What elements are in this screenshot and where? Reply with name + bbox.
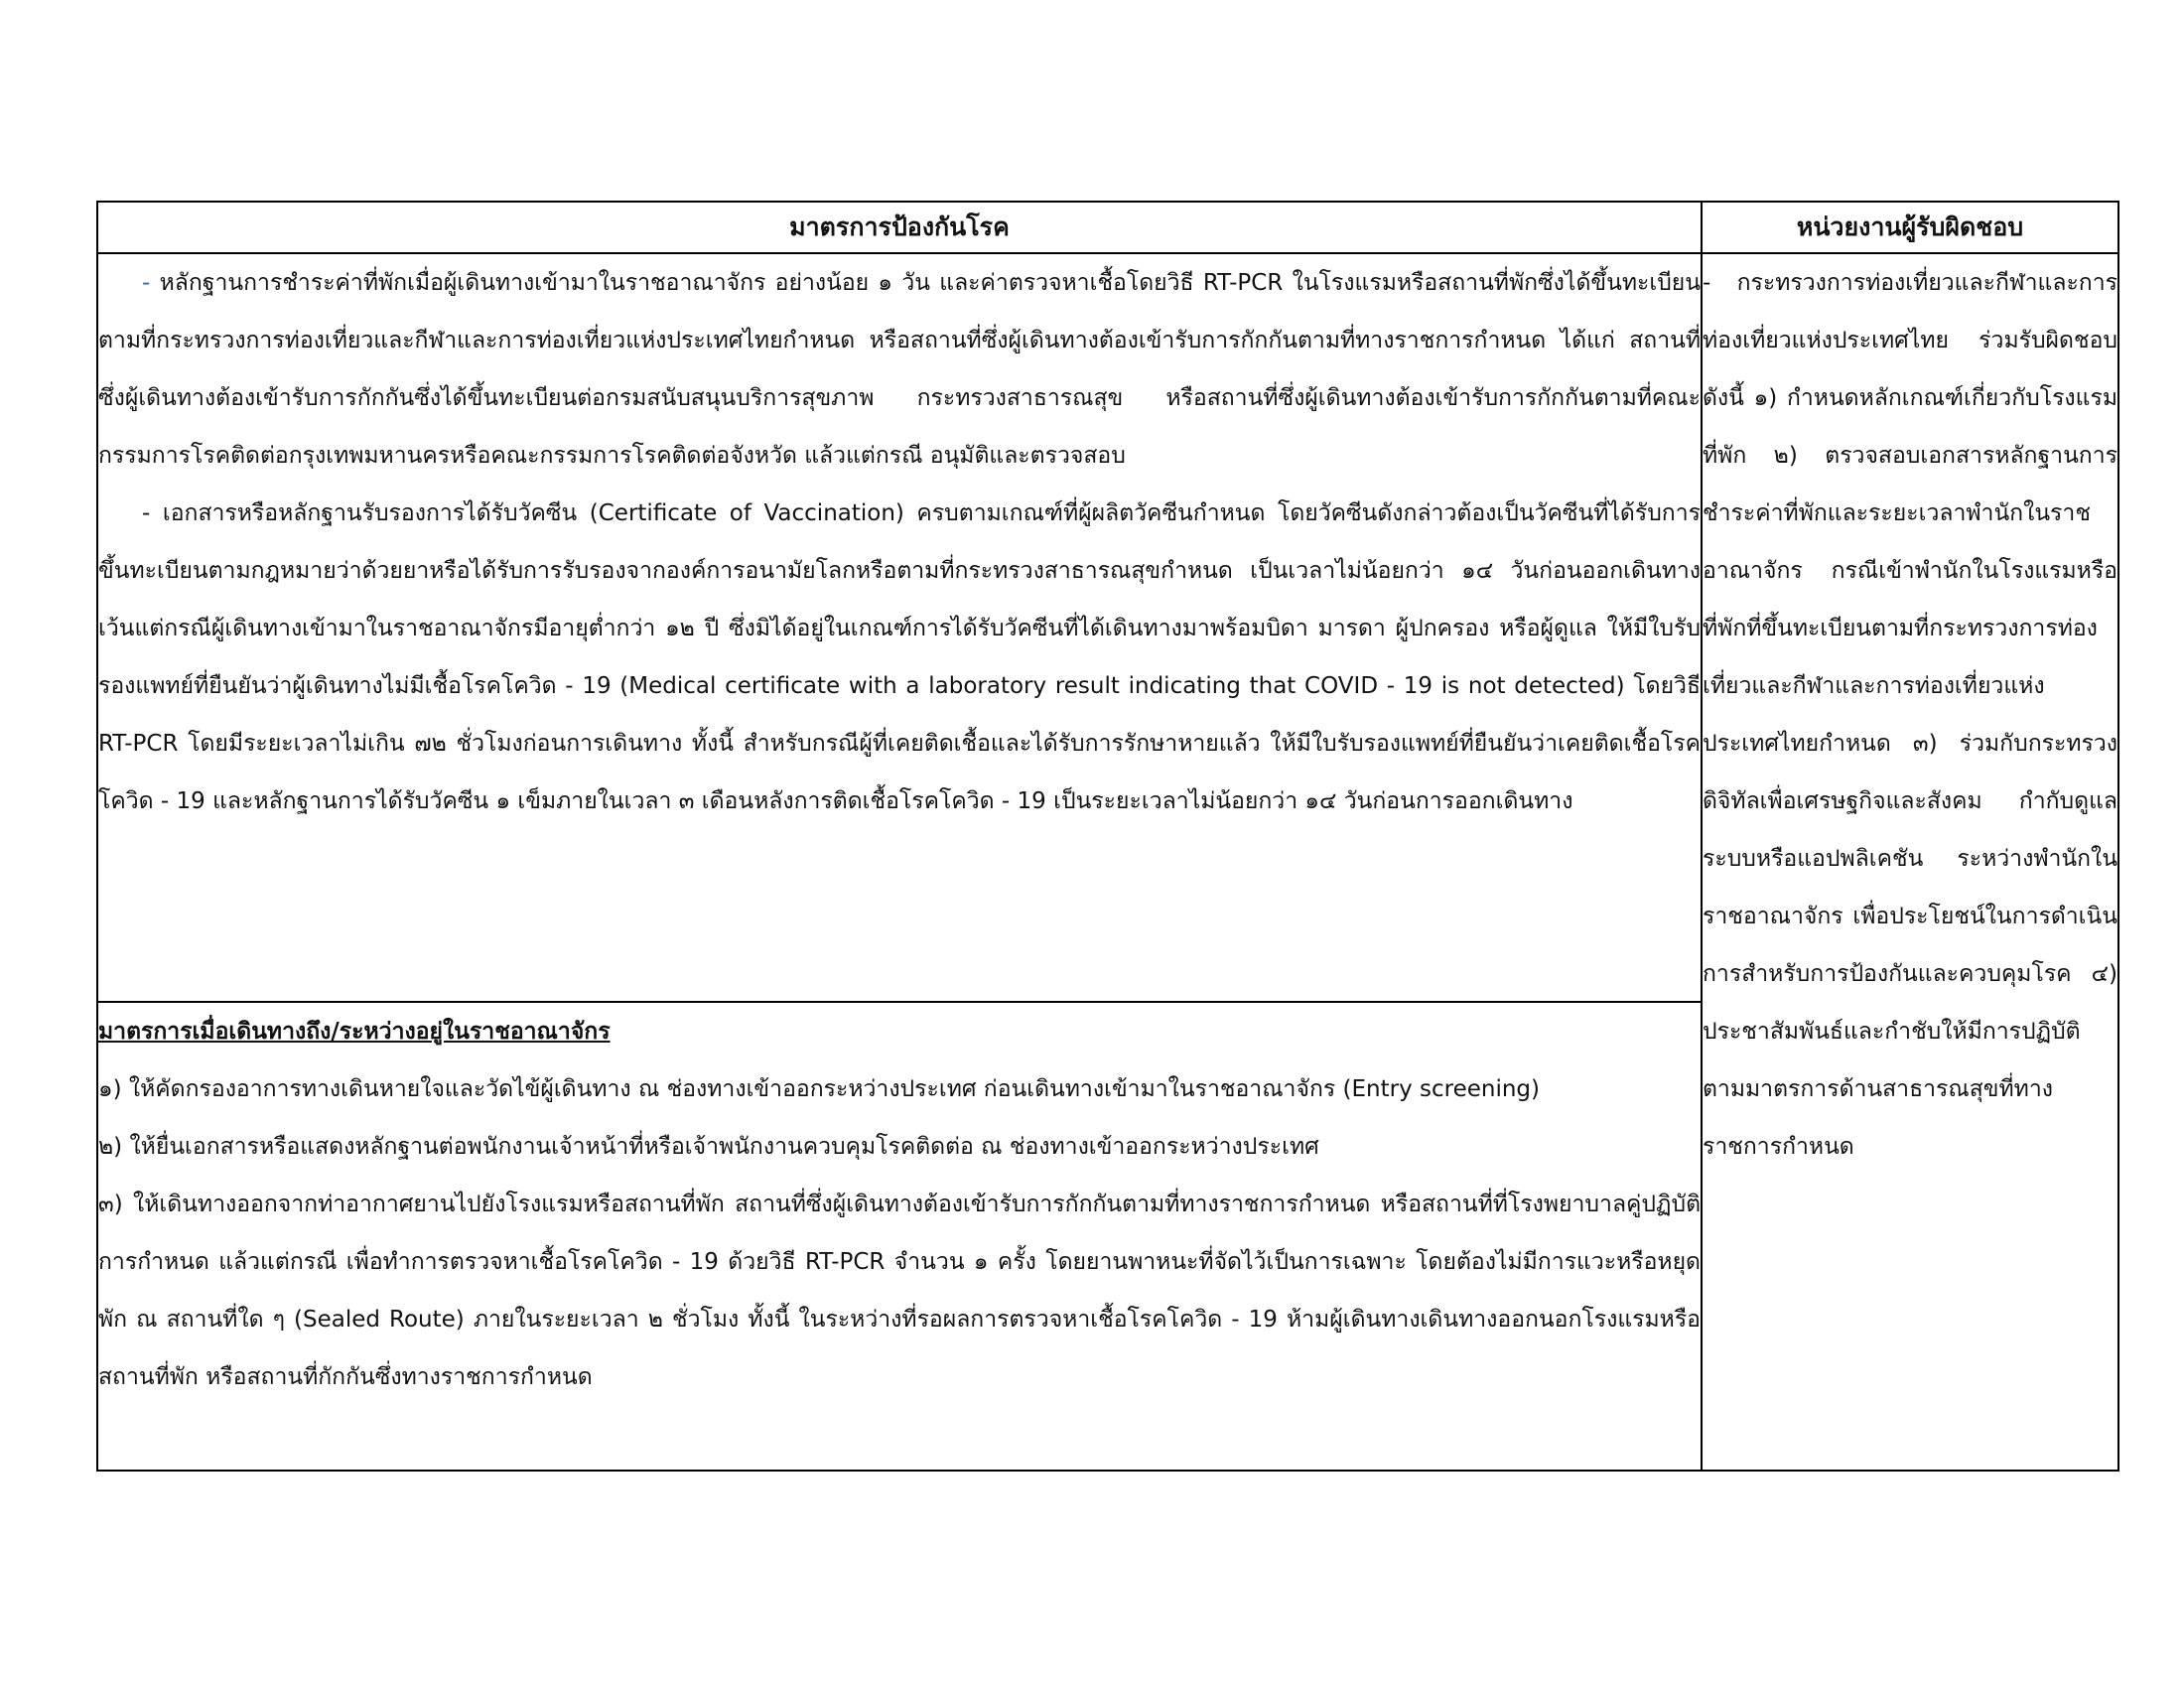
on-arrival-item: ๒) ให้ยื่นเอกสารหรือแสดงหลักฐานต่อพนักงานเจ้าหน้าที่หรือเจ้าพนักงานควบคุมโรคติดต่อ ณ ช่องทางเข้าออกระหว่างประเทศ <box>98 1134 1319 1160</box>
responsible-agency-text: - กระทรวงการท่องเที่ยวและกีฬาและการท่องเที่ยวแห่งประเทศไทย ร่วมรับผิดชอบ ดังนี้ ๑) กำหนดหลักเกณฑ์เกี่ยวกับโรงแรมที่พัก ๒) ตรวจสอบเอกสารหลักฐานการชำระค่าที่พักและระยะเวลาพำนักในราชอาณาจักร กรณีเข้าพำนักในโรงแรมหรือที่พักที่ขึ้นทะเบียนตามที่กระทรวงการท่องเที่ยวและกีฬาและการท่องเที่ยวแห่งประเทศไทยกำหนด ๓) ร่วมกับกระทรวงดิจิทัลเพื่อเศรษฐกิจและสังคม กำกับดูแลระบบหรือแอปพลิเคชัน ระหว่างพำนักในราชอาณาจักร เพื่อประโยชน์ในการดำเนินการสำหรับการป้องกันและควบคุมโรค ๔) ประชาสัมพันธ์และกำชับให้มีการปฏิบัติตามมาตรการด้านสาธารณสุขที่ทางราชการกำหนด <box>1703 270 2117 1160</box>
on-arrival-item: ๓) ให้เดินทางออกจากท่าอากาศยานไปยังโรงแรมหรือสถานที่พัก สถานที่ซึ่งผู้เดินทางต้องเข้ารับการกักกันตามที่ทางราชการกำหนด หรือสถานที่ที่โรงพยาบาลคู่ปฏิบัติการกำหนด แล้วแต่กรณี เพื่อทำการตรวจหาเชื้อโรคโควิด - 19 ด้วยวิธี RT-PCR จำนวน ๑ ครั้ง โดยยานพาหนะที่จัดไว้เป็นการเฉพาะ โดยต้องไม่มีการแวะหรือหยุดพัก ณ สถานที่ใด ๆ (Sealed Route) ภายในระยะเวลา ๒ ชั่วโมง ทั้งนี้ ในระหว่างที่รอผลการตรวจหาเชื้อโรคโควิด - 19 ห้ามผู้เดินทางเดินทางออกนอกโรงแรมหรือสถานที่พัก หรือสถานที่กักกันซึ่งทางราชการกำหนด <box>98 1192 1701 1390</box>
pre-arrival-row <box>97 253 2118 1002</box>
on-arrival-item: ๑) ให้คัดกรองอาการทางเดินหายใจและวัดไข้ผู้เดินทาง ณ ช่องทางเข้าออกระหว่างประเทศ ก่อนเดินทางเข้ามาในราชอาณาจักร (Entry screening) <box>98 1076 1541 1102</box>
vaccination-certificate-paragraph <box>98 485 1701 830</box>
payment-evidence-text: หลักฐานการชำระค่าที่พักเมื่อผู้เดินทางเข้ามาในราชอาณาจักร อย่างน้อย ๑ วัน และค่าตรวจหาเชื้อโดยวิธี RT-PCR ในโรงแรมหรือสถานที่พักซึ่งได้ขึ้นทะเบียนตามที่กระทรวงการท่องเที่ยวและกีฬาและการท่องเที่ยวแห่งประเทศไทยกำหนด หรือสถานที่ซึ่งผู้เดินทางต้องเข้ารับการกักกันตามที่ทางราชการกำหนด ได้แก่ สถานที่ซึ่งผู้เดินทางต้องเข้ารับการกักกันซึ่งได้ขึ้นทะเบียนต่อกรมสนับสนุนบริการสุขภาพ กระทรวงสาธารณสุข หรือสถานที่ซึ่งผู้เดินทางต้องเข้ารับการกักกันตามที่คณะกรรมการโรคติดต่อกรุงเทพมหานครหรือคณะกรรมการโรคติดต่อจังหวัด แล้วแต่กรณี อนุมัติและตรวจสอบ <box>98 270 1701 469</box>
measures-table <box>96 201 2119 1472</box>
measures-column-header: มาตรการป้องกันโรค <box>97 202 1702 253</box>
list-dash: - <box>142 270 151 296</box>
responsible-column-header: หน่วยงานผู้รับผิดชอบ <box>1702 202 2118 253</box>
pre-arrival-cell <box>97 253 1702 1002</box>
responsible-agency-cell <box>1702 253 2118 1471</box>
payment-evidence-paragraph <box>98 254 1701 485</box>
vaccination-certificate-text: เอกสารหรือหลักฐานรับรองการได้รับวัคซีน (Certificate of Vaccination) ครบตามเกณฑ์ที่ผู้ผลิตวัคซีนกำหนด โดยวัคซีนดังกล่าวต้องเป็นวัคซีนที่ได้รับการขึ้นทะเบียนตามกฎหมายว่าด้วยยาหรือได้รับการรับรองจากองค์การอนามัยโลกหรือตามที่กระทรวงสาธารณสุขกำหนด เป็นเวลาไม่น้อยกว่า ๑๔ วันก่อนออกเดินทาง เว้นแต่กรณีผู้เดินทางเข้ามาในราชอาณาจักรมีอายุต่ำกว่า ๑๒ ปี ซึ่งมิได้อยู่ในเกณฑ์การได้รับวัคซีนที่ได้เดินทางมาพร้อมบิดา มารดา ผู้ปกครอง หรือผู้ดูแล ให้มีใบรับรองแพทย์ที่ยืนยันว่าผู้เดินทางไม่มีเชื้อโรคโควิด - 19 (Medical certificate with a laboratory result indicating that COVID - 19 is not detected) โดยวิธี RT-PCR โดยมีระยะเวลาไม่เกิน ๗๒ ชั่วโมงก่อนการเดินทาง ทั้งนี้ สำหรับกรณีผู้ที่เคยติดเชื้อและได้รับการรักษาหายแล้ว ให้มีใบรับรองแพทย์ที่ยืนยันว่าเคยติดเชื้อโรคโควิด - 19 และหลักฐานการได้รับวัคซีน ๑ เข็มภายในเวลา ๓ เดือนหลังการติดเชื้อโรคโควิด - 19 เป็นระยะเวลาไม่น้อยกว่า ๑๔ วันก่อนการออกเดินทาง <box>98 500 1702 814</box>
header-row <box>97 202 2118 253</box>
on-arrival-heading: มาตรการเมื่อเดินทางถึง/ระหว่างอยู่ในราชอาณาจักร <box>98 1019 611 1045</box>
list-dash: - <box>142 500 151 526</box>
on-arrival-cell <box>97 1002 1702 1471</box>
